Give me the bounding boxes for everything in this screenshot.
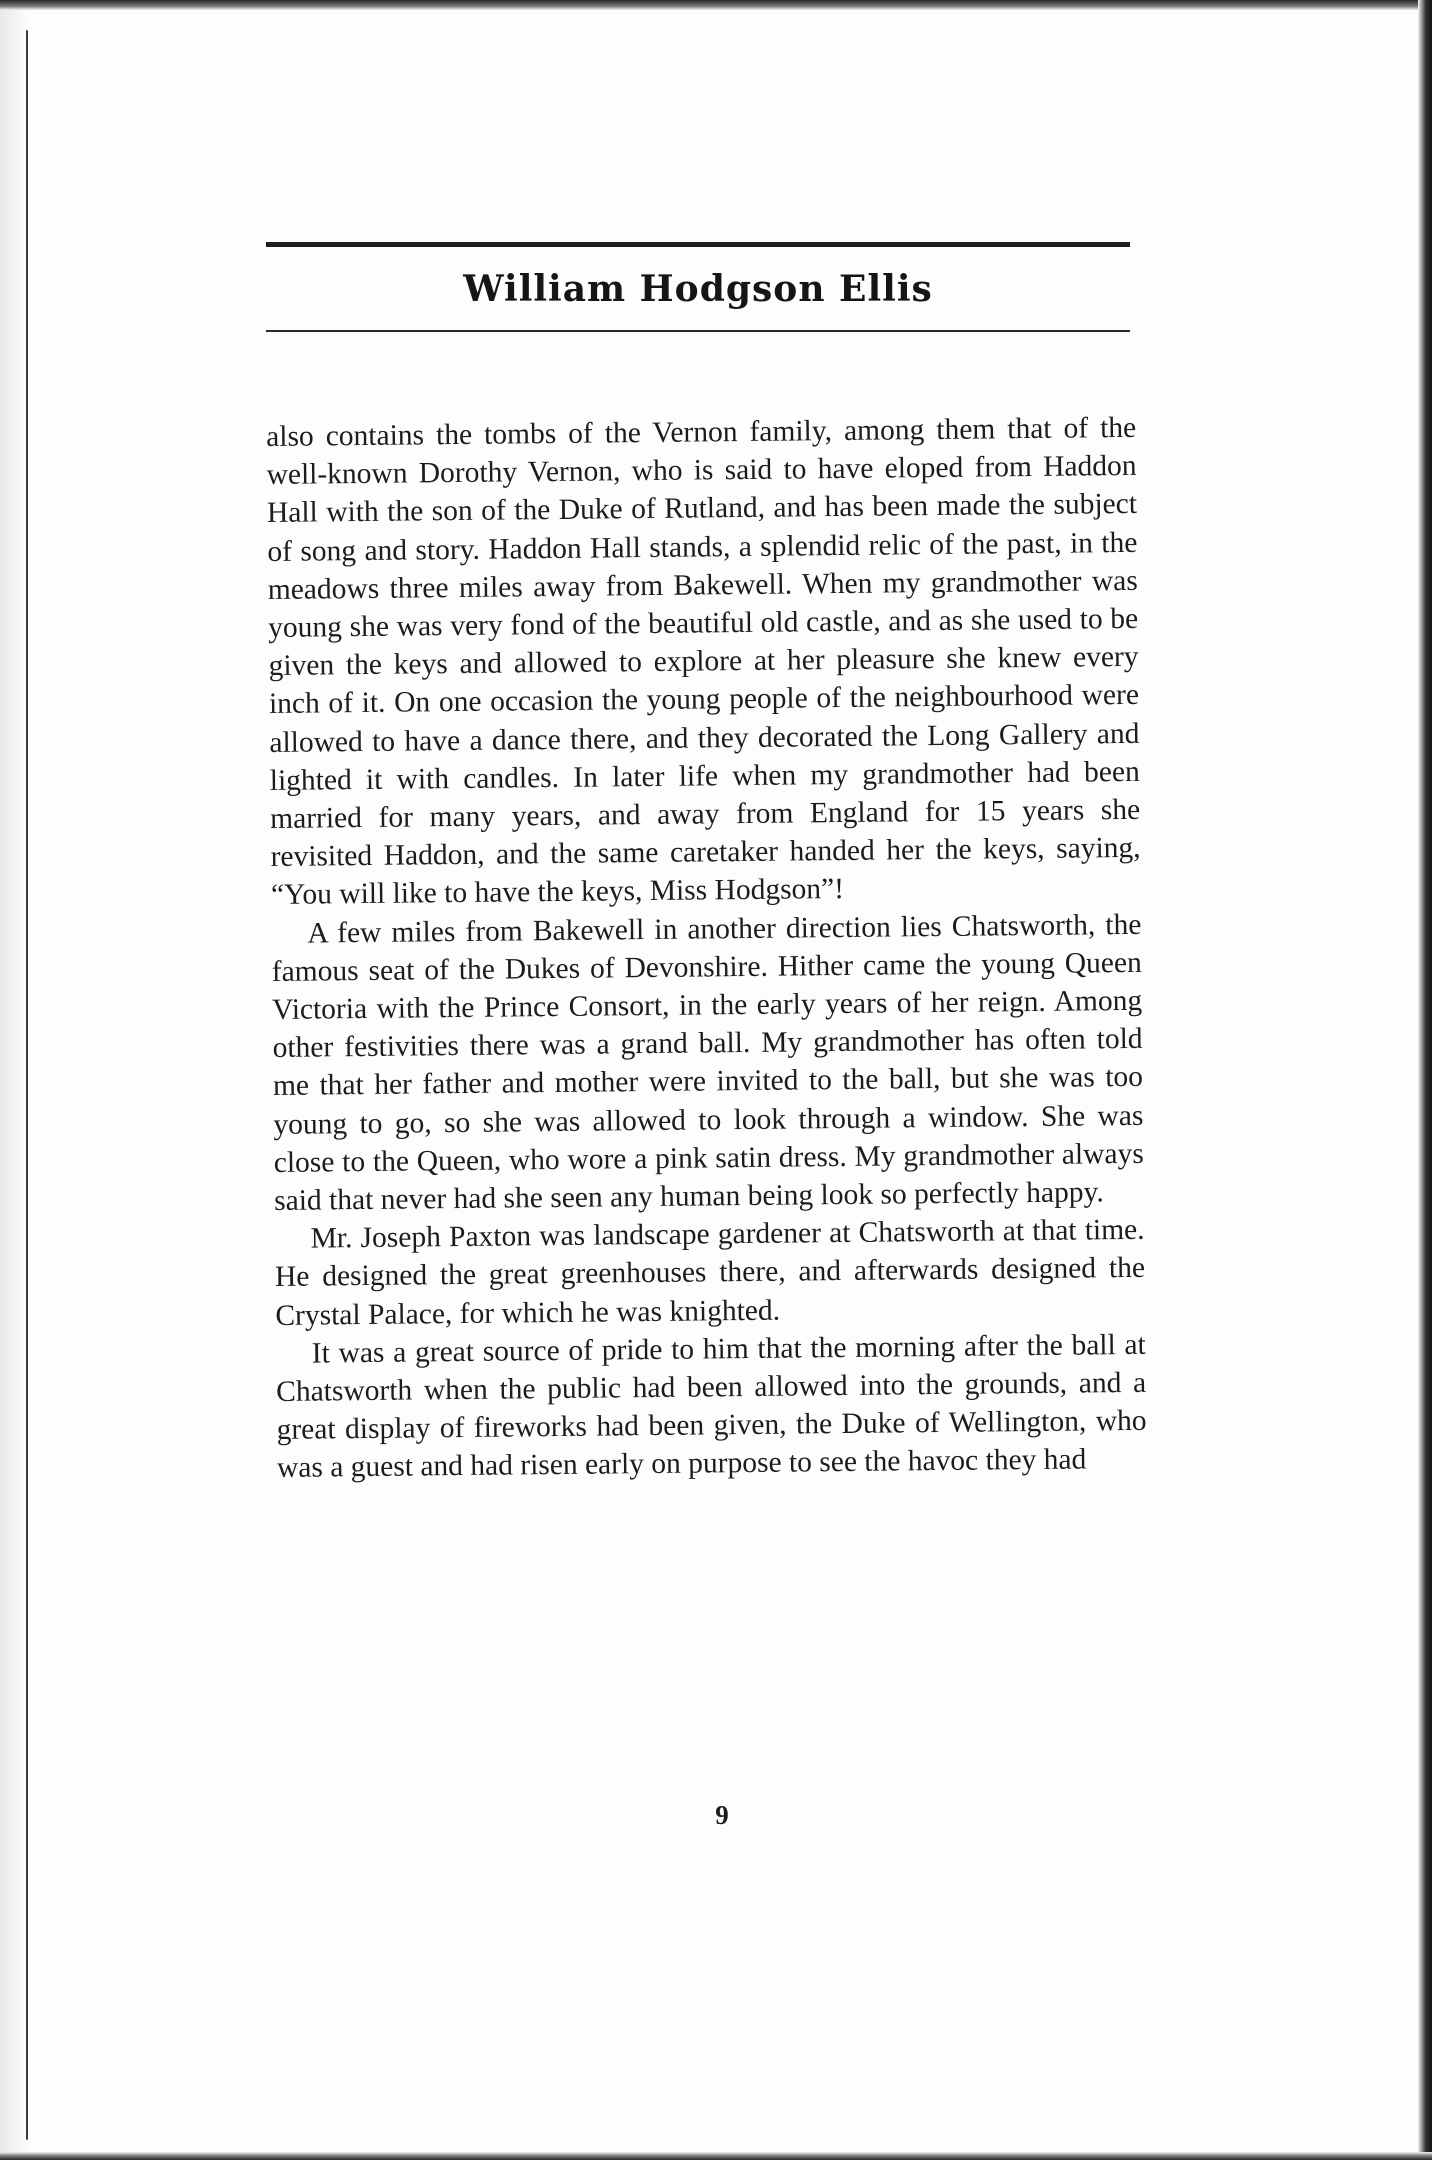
paragraph: A few miles from Bakewell in another direction lies Chatsworth, the famous seat of the Dukes of Devonshire. Hither came the young Queen Victoria with the Prince Consort, in the early years of her reign. Among other festivities there was a grand ball. My grandmother has often told me that her father and mother were invited to the ball, but she was too young to go, so she was allowed to look through a window. She was close to the Queen, who wore a pink satin dress. My grandmother always said that never had she seen any human being look so perfectly happy. <box>271 908 1144 1218</box>
scan-right-border <box>1418 0 1432 2160</box>
page-number: 9 <box>715 1800 729 1830</box>
paragraph: Mr. Joseph Paxton was landscape gardener at Chatsworth at that time. He designed the great greenhouses there, and afterwards designed the Crystal Palace, for which he was knighted. <box>274 1214 1146 1332</box>
scan-bottom-border <box>0 2152 1432 2160</box>
paragraph: also contains the tombs of the Vernon family, among them that of the well-known Dorothy Vernon, who is said to have eloped from Haddon Hall with the son of the Duke of Rutland, and has been made the subject of song and story. Haddon Hall stands, a splendid relic of the past, in the meadows three miles away from Bakewell. When my grandmother was young she was very fond of the beautiful old castle, and as she used to be given the keys and allowed to explore at her pleasure she knew every inch of it. On one occasion the young people of the neighbourhood were allowed to have a dance there, and they decorated the Long Gallery and lighted it with candles. In later life when my grandmother had been married for many years, and away from England for 15 years she revisited Haddon, and the same caretaker handed her the keys, saying, “You will like to have the keys, Miss Hodgson”! <box>266 411 1141 912</box>
scan-edge-shadow <box>0 0 26 2160</box>
running-head: William Hodgson Ellis <box>463 268 933 310</box>
scan-top-border <box>0 0 1432 10</box>
body-text <box>266 409 1147 1488</box>
paragraph: It was a great source of pride to him that the morning after the ball at Chatsworth when the public had been allowed into the grounds, and a great display of fireworks had been given, the Duke of Wellington, who was a guest and had risen early on purpose to see the havoc they had <box>276 1328 1147 1485</box>
header-rule-bottom <box>266 330 1130 332</box>
scan-left-border <box>26 30 28 2140</box>
header-rule-top <box>266 242 1130 247</box>
